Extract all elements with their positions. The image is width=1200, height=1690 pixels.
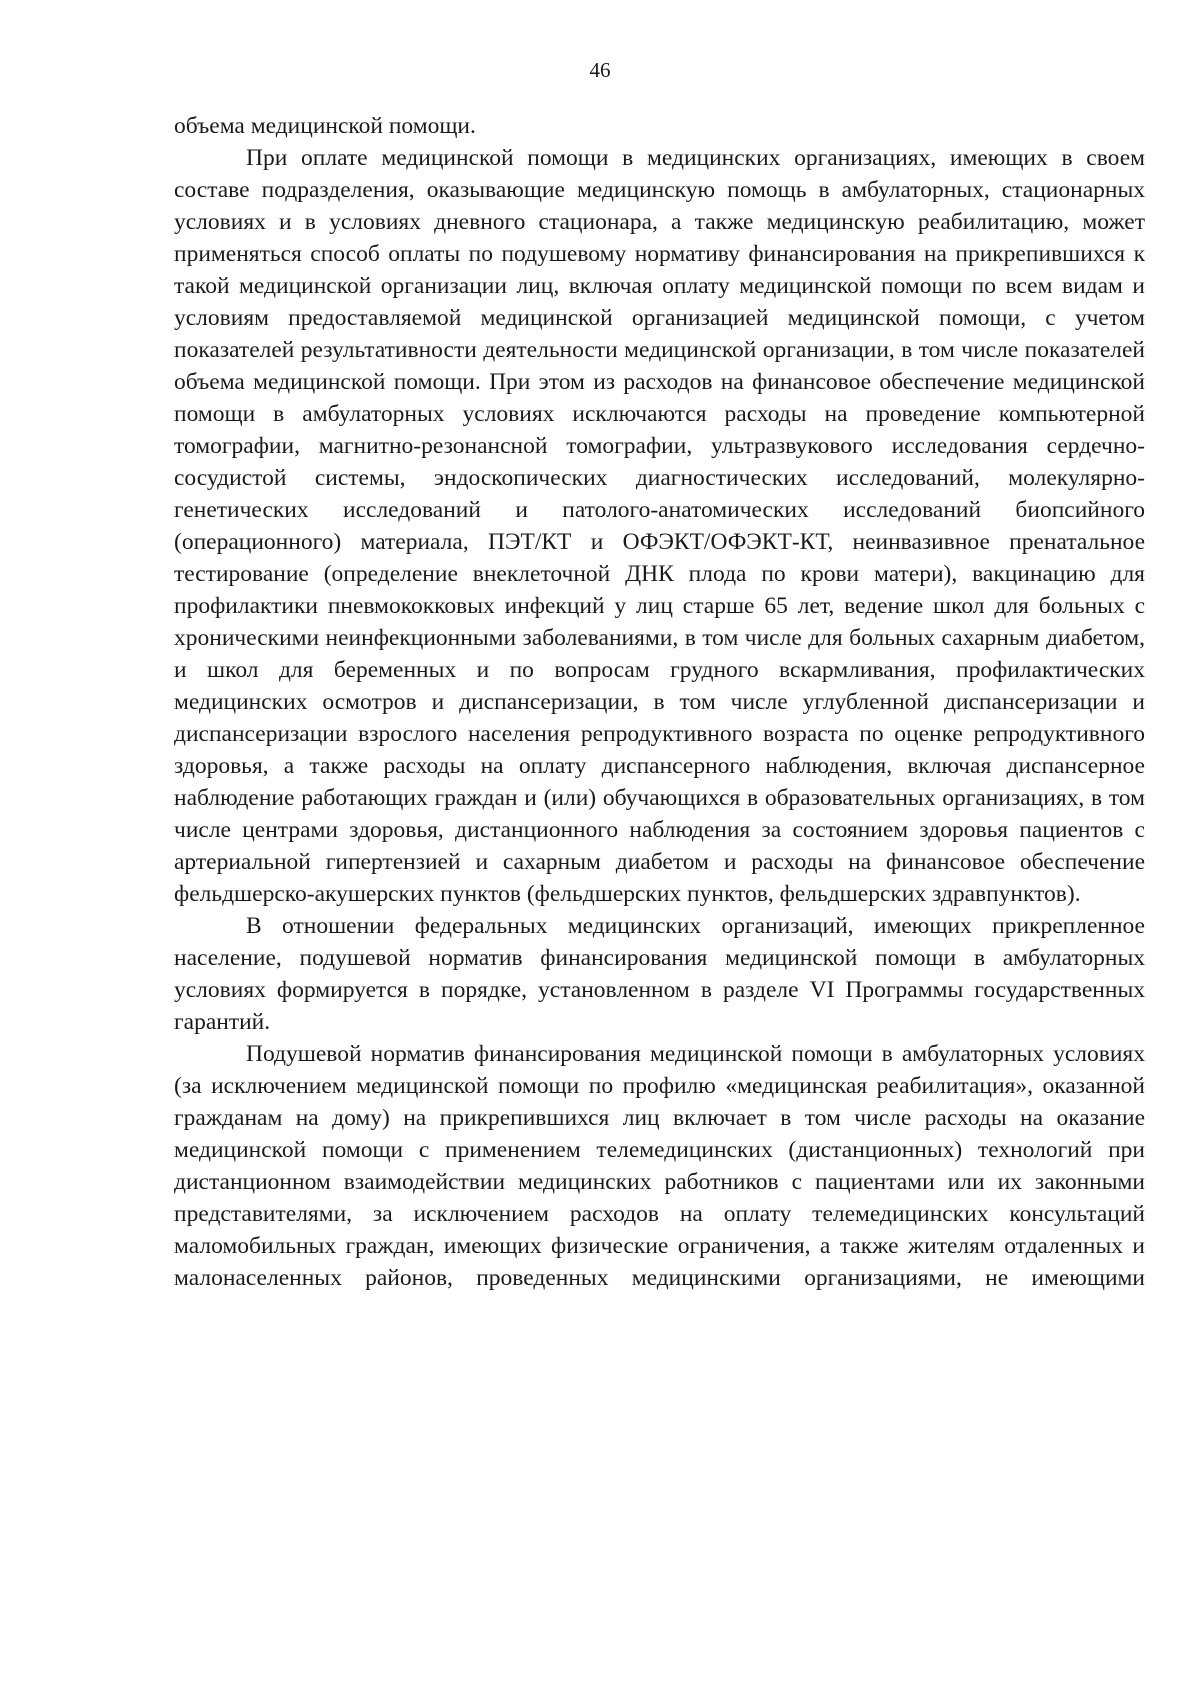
paragraph-continuation: объема медицинской помощи.: [174, 113, 476, 139]
document-body: [174, 110, 1145, 1294]
paragraph-payment-method: При оплате медицинской помощи в медицинских организациях, имеющих в своем составе подразделения, оказывающие медицинскую помощь в амбулаторных, стационарных условиях и в условиях дневного стационара, а также медицинскую реабилитацию, может применяться способ оплаты по подушевому нормативу финансирования на прикрепившихся к такой медицинской организации лиц, включая оплату медицинской помощи по всем видам и условиям предоставляемой медицинской организацией медицинской помощи, с учетом показателей результативности деятельности медицинской организации, в том числе показателей объема медицинской помощи. При этом из расходов на финансовое обеспечение медицинской помощи в амбулаторных условиях исключаются расходы на проведение компьютерной томографии, магнитно-резонансной томографии, ультразвукового исследования сердечно-сосудистой системы, эндоскопических диагностических исследований, молекулярно-генетических исследований и патолого-анатомических исследований биопсийного (операционного) материала, ПЭТ/КТ и ОФЭКТ/ОФЭКТ-КТ, неинвазивное пренатальное тестирование (определение внеклеточной ДНК плода по крови матери), вакцинацию для профилактики пневмококковых инфекций у лиц старше 65 лет, ведение школ для больных с хроническими неинфекционными заболеваниями, в том числе для больных сахарным диабетом, и школ для беременных и по вопросам грудного вскармливания, профилактических медицинских осмотров и диспансеризации, в том числе углубленной диспансеризации и диспансеризации взрослого населения репродуктивного возраста по оценке репродуктивного здоровья, а также расходы на оплату диспансерного наблюдения, включая диспансерное наблюдение работающих граждан и (или) обучающихся в образовательных организациях, в том числе центрами здоровья, дистанционного наблюдения за состоянием здоровья пациентов с артериальной гипертензией и сахарным диабетом и расходы на финансовое обеспечение фельдшерско-акушерских пунктов (фельдшерских пунктов, фельдшерских здравпунктов).: [174, 145, 1145, 907]
paragraph-capitation-standard: Подушевой норматив финансирования медицинской помощи в амбулаторных условиях (за исключением медицинской помощи по профилю «медицинская реабилитация», оказанной гражданам на дому) на прикрепившихся лиц включает в том числе расходы на оказание медицинской помощи с применением телемедицинских (дистанционных) технологий при дистанционном взаимодействии медицинских работников с пациентами или их законными представителями, за исключением расходов на оплату телемедицинских консультаций маломобильных граждан, имеющих физические ограничения, а также жителям отдаленных и малонаселенных районов, проведенных медицинскими организациями, не имеющими: [174, 1041, 1145, 1291]
page-number: 46: [589, 58, 611, 82]
paragraph-federal-organizations: В отношении федеральных медицинских организаций, имеющих прикрепленное население, подушевой норматив финансирования медицинской помощи в амбулаторных условиях формируется в порядке, установленном в разделе VI Программы государственных гарантий.: [174, 913, 1145, 1035]
